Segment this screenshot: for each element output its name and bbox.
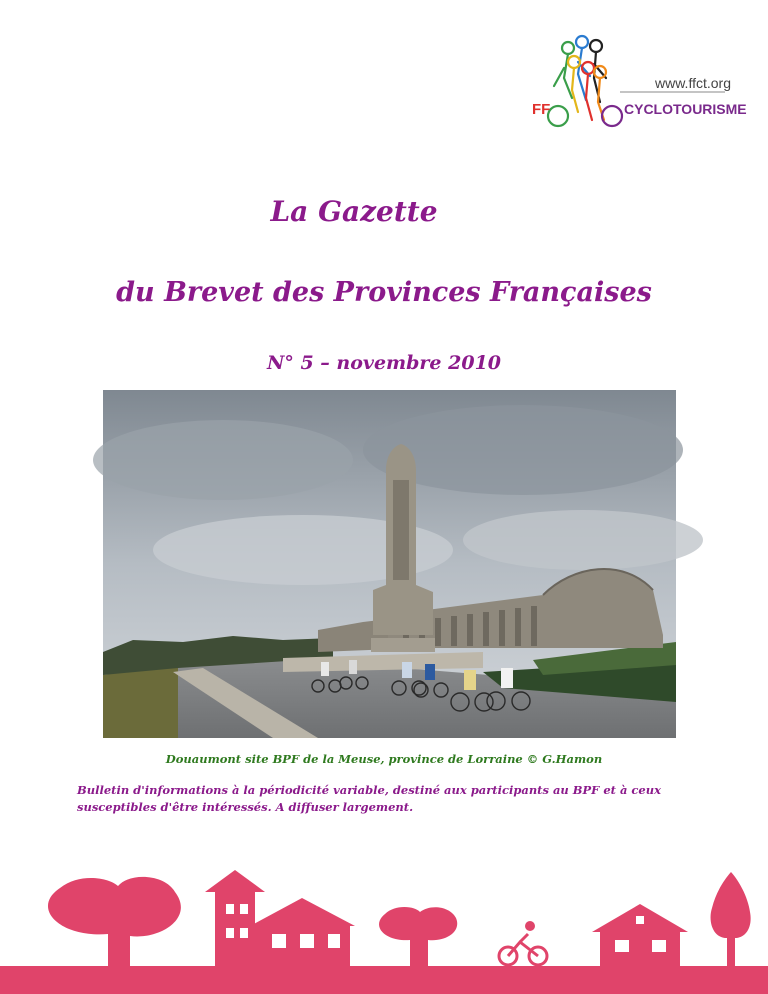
logo-url: www.ffct.org	[655, 75, 731, 91]
logo-brand: CYCLOTOURISME	[624, 101, 747, 117]
photo-caption: Douaumont site BPF de la Meuse, province de Lorraine © G.Hamon	[165, 752, 603, 766]
bulletin-description: Bulletin d'informations à la périodicité variable, destiné aux participants au BPF et à ceux susceptibles d'être intéressés. A diffuser largement.	[77, 783, 661, 814]
monument-photo	[103, 390, 676, 738]
ossuary-cyclists-photo-icon	[103, 390, 676, 738]
gazette-subtitle: du Brevet des Provinces Françaises	[116, 277, 652, 308]
gazette-title: La Gazette	[270, 195, 438, 228]
landscape-silhouette-icon	[0, 868, 768, 994]
footer-landscape	[0, 868, 768, 994]
cyclist-logo-icon	[520, 28, 747, 148]
logo-ff: FF	[532, 101, 551, 118]
ffct-logo	[520, 28, 747, 148]
issue-number: N° 5 – novembre 2010	[266, 352, 502, 374]
